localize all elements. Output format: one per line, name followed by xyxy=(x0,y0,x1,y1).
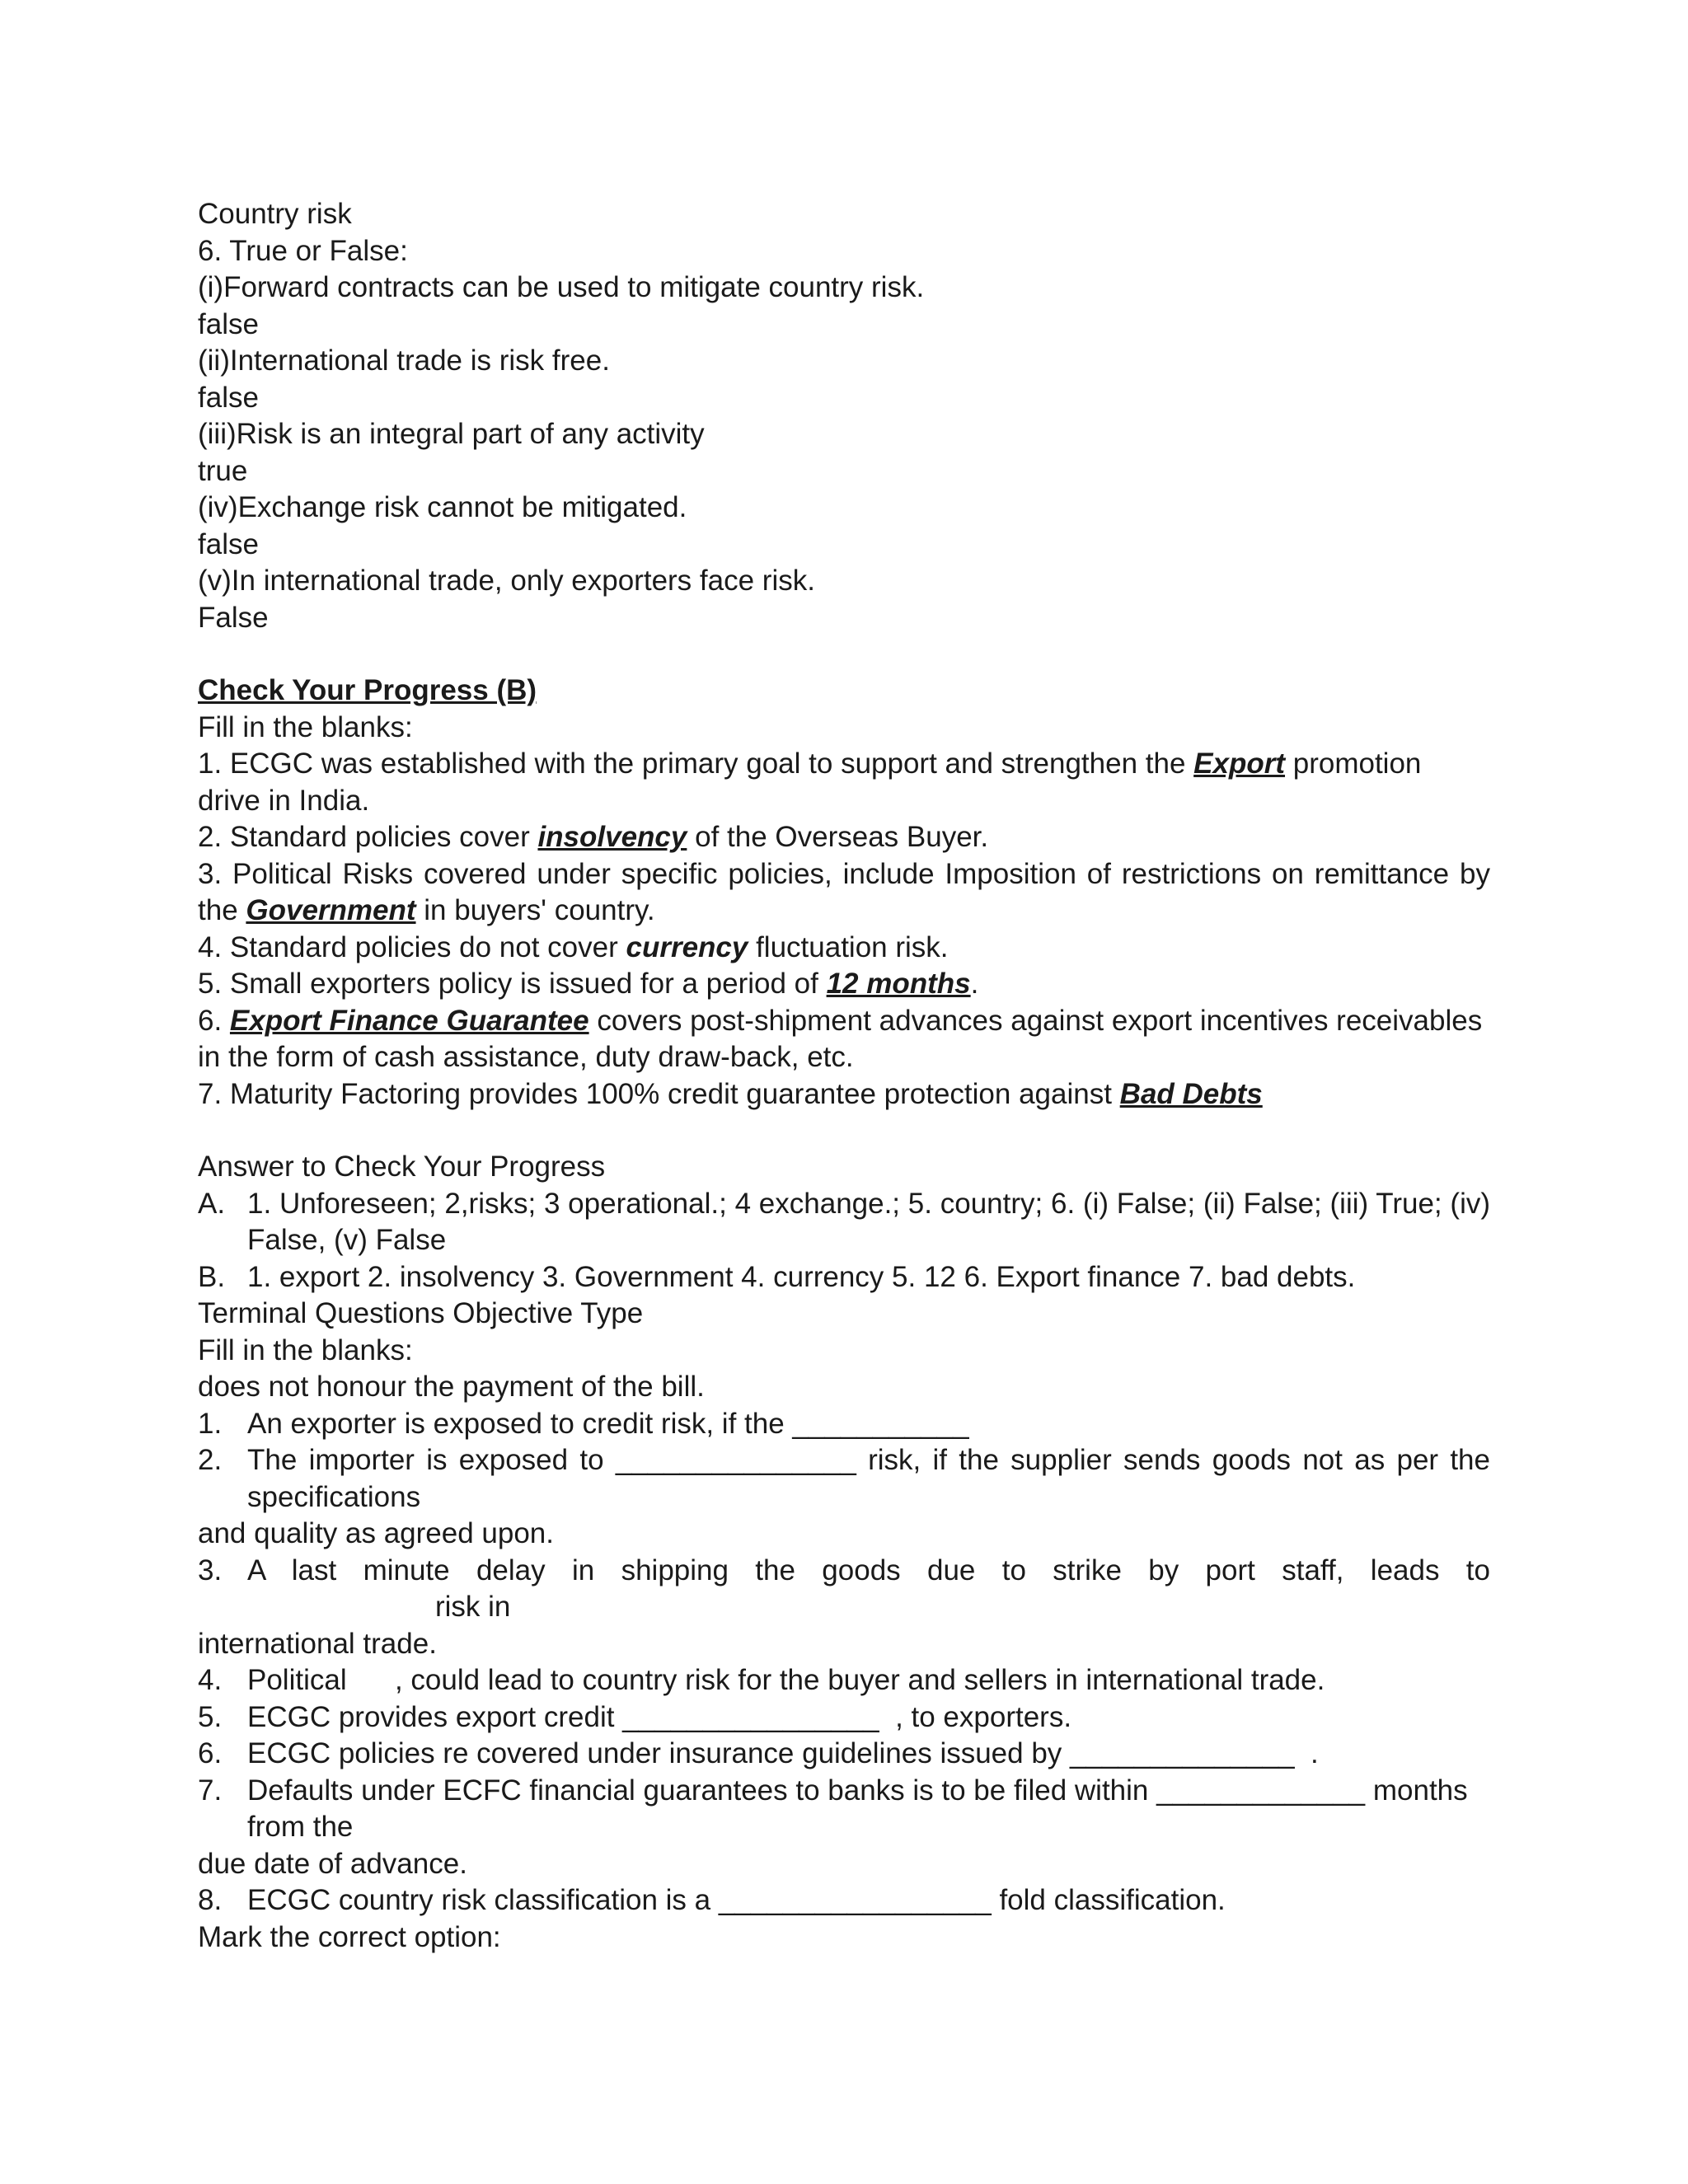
answer-text: insolvency xyxy=(537,821,687,853)
question-text: 4. Standard policies do not cover xyxy=(198,930,626,963)
question-text: fluctuation risk. xyxy=(748,930,949,963)
fill-blank-question-5 xyxy=(198,966,1490,1003)
terminal-instruction: Fill in the blanks: xyxy=(198,1333,413,1366)
list-marker: B. xyxy=(198,1260,226,1293)
question-text: 6. xyxy=(198,1004,230,1037)
fill-blank-question-6 xyxy=(198,1003,1490,1076)
stray-text-line: does not honour the payment of the bill. xyxy=(198,1371,705,1403)
answer-block-b xyxy=(198,1259,1490,1296)
answer-block-a xyxy=(198,1186,1490,1259)
tf-answer: false xyxy=(198,381,259,414)
fill-blank-question-4 xyxy=(198,930,1490,967)
question-text xyxy=(247,1553,1490,1626)
question-subline: risk in xyxy=(435,1591,511,1623)
question-text: 3. Political Risks covered under specific policies, include Imposition of restrictions on remittance by the xyxy=(198,857,1490,926)
tf-answer: false xyxy=(198,307,259,340)
tf-statement: (iii)Risk is an integral part of any activity xyxy=(198,418,705,450)
answers-title: Answer to Check Your Progress xyxy=(198,1151,606,1183)
list-marker: A. xyxy=(198,1187,226,1220)
question-text: . xyxy=(970,968,979,1000)
question-text: promotion drive in India. xyxy=(198,748,1422,817)
question-text: covers post-shipment advances against export incentives receivables in the form of cash assistance, duty draw-back, etc. xyxy=(198,1004,1483,1073)
question-text: Defaults under ECFC financial guarantees to banks is to be filed within _____________ months from the xyxy=(247,1774,1468,1843)
answer-text: 1. Unforeseen; 2,risks; 3 operational.; 4 exchange.; 5. country; 6. (i) False; (ii) False; (iii) True; (iv) False, (v) False xyxy=(247,1187,1490,1256)
answer-text: Export xyxy=(1193,748,1286,780)
prev-answer-text: Country risk xyxy=(198,198,352,230)
answer-text: Export Finance Guarantee xyxy=(229,1004,589,1037)
section-b-instruction: Fill in the blanks: xyxy=(198,710,413,743)
question-text: An exporter is exposed to credit risk, if the ___________ xyxy=(247,1407,969,1440)
question-text: 7. Maturity Factoring provides 100% credit guarantee protection against xyxy=(198,1077,1120,1110)
list-marker: 2. xyxy=(198,1444,223,1476)
terminal-question-3 xyxy=(198,1553,1490,1626)
answer-text: 12 months xyxy=(826,968,971,1000)
section-b-heading: Check Your Progress (B) xyxy=(198,674,537,706)
list-marker: 6. xyxy=(198,1737,223,1769)
list-marker: 4. xyxy=(198,1664,223,1696)
tf-statement: (ii)International trade is risk free. xyxy=(198,344,610,377)
terminal-question-2 xyxy=(198,1442,1490,1516)
question-continuation: international trade. xyxy=(198,1627,437,1660)
question-text: of the Overseas Buyer. xyxy=(687,821,989,853)
tf-answer: true xyxy=(198,454,248,487)
question-text: ECGC country risk classification is a _________________ fold classification. xyxy=(247,1884,1226,1916)
document-page xyxy=(198,196,1490,1956)
answer-text: currency xyxy=(626,930,748,963)
terminal-question-1 xyxy=(198,1406,1490,1443)
terminal-question-6 xyxy=(198,1736,1490,1773)
list-marker: 8. xyxy=(198,1884,223,1916)
terminal-question-5 xyxy=(198,1699,1490,1736)
terminal-question-7 xyxy=(198,1773,1490,1846)
answer-text: 1. export 2. insolvency 3. Government 4. currency 5. 12 6. Export finance 7. bad debts. xyxy=(247,1260,1356,1293)
answer-text: Government xyxy=(246,894,416,926)
question-text: The importer is exposed to _______________ risk, if the supplier sends goods not as per the specifications xyxy=(247,1444,1490,1513)
fill-blank-question-3 xyxy=(198,856,1490,930)
tf-statement: (i)Forward contracts can be used to mitigate country risk. xyxy=(198,271,925,303)
question-text: 1. ECGC was established with the primary goal to support and strengthen the xyxy=(198,748,1194,780)
terminal-question-8 xyxy=(198,1882,1490,1919)
true-false-title: 6. True or False: xyxy=(198,234,408,267)
tf-statement: (v)In international trade, only exporters face risk. xyxy=(198,565,815,597)
question-text: ECGC provides export credit ________________ , to exporters. xyxy=(247,1700,1072,1733)
question-continuation: and quality as agreed upon. xyxy=(198,1517,554,1549)
section-spacer xyxy=(198,636,1490,673)
question-text: in buyers' country. xyxy=(415,894,655,926)
list-marker: 3. xyxy=(198,1554,223,1586)
tf-answer: false xyxy=(198,527,259,560)
fill-blank-question-2 xyxy=(198,819,1490,856)
terminal-title: Terminal Questions Objective Type xyxy=(198,1297,644,1329)
question-text: ECGC policies re covered under insurance guidelines issued by ______________ . xyxy=(247,1737,1319,1769)
list-marker: 5. xyxy=(198,1700,223,1733)
fill-blank-question-7 xyxy=(198,1076,1490,1113)
list-marker: 7. xyxy=(198,1774,223,1807)
mark-option-instruction: Mark the correct option: xyxy=(198,1920,501,1953)
fill-blank-question-1 xyxy=(198,746,1490,819)
question-line: A last minute delay in shipping the goods due to strike by port staff, leads to xyxy=(247,1554,1490,1586)
terminal-question-4 xyxy=(198,1662,1490,1699)
section-spacer xyxy=(198,1113,1490,1149)
list-marker: 1. xyxy=(198,1407,223,1440)
question-text: Political , could lead to country risk for the buyer and sellers in international trade. xyxy=(247,1664,1325,1696)
tf-statement: (iv)Exchange risk cannot be mitigated. xyxy=(198,491,687,523)
question-continuation: due date of advance. xyxy=(198,1847,467,1880)
question-text: 2. Standard policies cover xyxy=(198,821,538,853)
question-text: 5. Small exporters policy is issued for a period of xyxy=(198,968,827,1000)
answer-text: Bad Debts xyxy=(1119,1077,1263,1110)
tf-answer: False xyxy=(198,601,269,634)
